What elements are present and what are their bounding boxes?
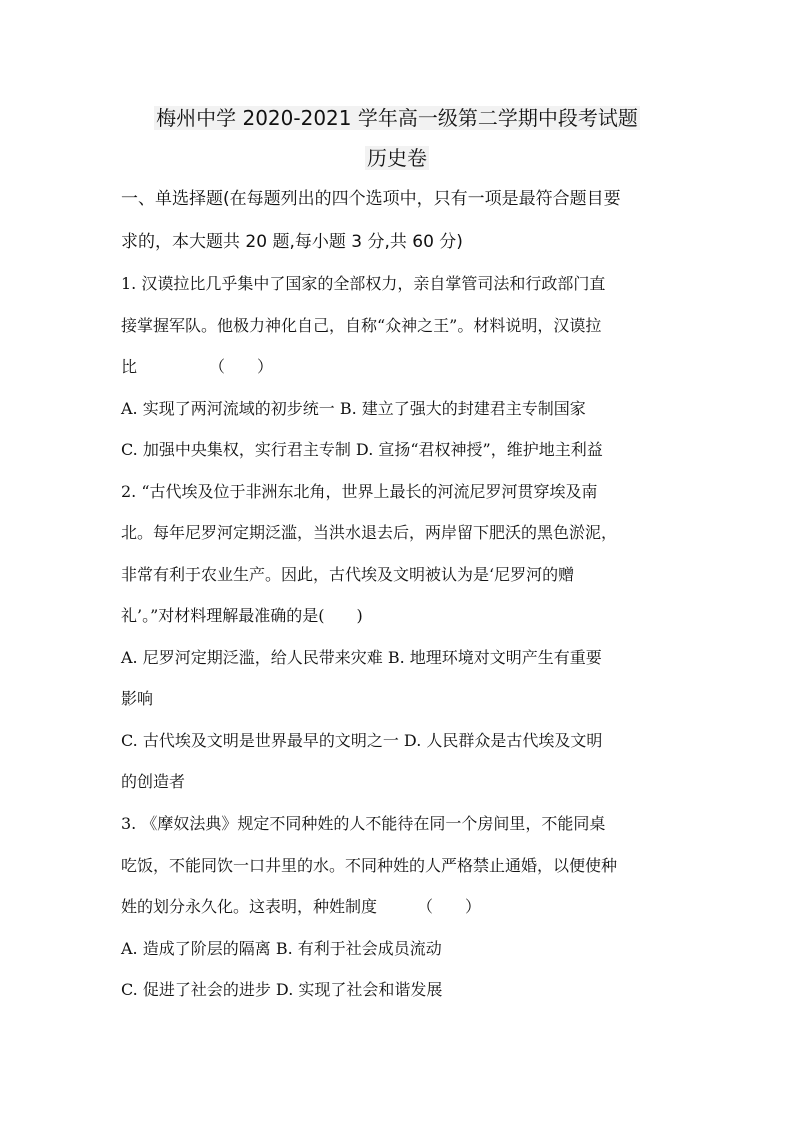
q2-stem-line-3: 非常有利于农业生产。因此，古代埃及文明被认为是‘尼罗河的赠: [121, 565, 575, 584]
q2-options-ab-line-1: A. 尼罗河定期泛滥，给人民带来灾难 B. 地理环境对文明产生有重要: [121, 648, 602, 667]
exam-title: 梅州中学 2020-2021 学年高一级第二学期中段考试题: [156, 106, 638, 130]
q3-stem-line-2: 吃饭，不能同饮一口井里的水。不同种姓的人严格禁止通婚，以便使种: [121, 856, 618, 875]
q2-options-cd-line-1: C. 古代埃及文明是世界最早的文明之一 D. 人民群众是古代埃及文明: [121, 731, 603, 750]
section-heading-line-2: 求的，本大题共 20 题,每小题 3 分,共 60 分): [121, 232, 463, 252]
q1-stem-line-3: 比 （ ）: [121, 357, 274, 376]
q3-options-ab: A. 造成了阶层的隔离 B. 有利于社会成员流动: [121, 939, 442, 958]
q1-options-ab: A. 实现了两河流域的初步统一 B. 建立了强大的封建君主专制国家: [121, 399, 586, 418]
q2-options-cd-line-2: 的创造者: [121, 772, 186, 791]
exam-subject: 历史卷: [367, 146, 427, 170]
q1-stem-line-2: 接掌握军队。他极力神化自己，自称“众神之王”。材料说明，汉谟拉: [121, 316, 602, 335]
section-heading-line-1: 一、单选择题(在每题列出的四个选项中，只有一项是最符合题目要: [121, 189, 621, 209]
q2-stem-line-1: 2. “古代埃及位于非洲东北角，世界上最长的河流尼罗河贯穿埃及南: [121, 482, 598, 501]
q1-options-cd: C. 加强中央集权，实行君主专制 D. 宣扬“君权神授”，维护地主利益: [121, 440, 603, 459]
q3-stem-line-1: 3. 《摩奴法典》规定不同种姓的人不能待在同一个房间里，不能同桌: [121, 814, 606, 833]
q3-stem-line-3: 姓的划分永久化。这表明，种姓制度 （ ）: [121, 897, 482, 916]
q2-stem-line-4: 礼’。”对材料理解最准确的是( ): [121, 606, 363, 625]
q2-options-ab-line-2: 影响: [121, 689, 154, 708]
q1-stem-line-1: 1. 汉谟拉比几乎集中了国家的全部权力，亲自掌管司法和行政部门直: [121, 274, 606, 293]
q2-stem-line-2: 北。每年尼罗河定期泛滥，当洪水退去后，两岸留下肥沃的黑色淤泥，: [121, 523, 618, 542]
q3-options-cd: C. 促进了社会的进步 D. 实现了社会和谐发展: [121, 980, 443, 999]
